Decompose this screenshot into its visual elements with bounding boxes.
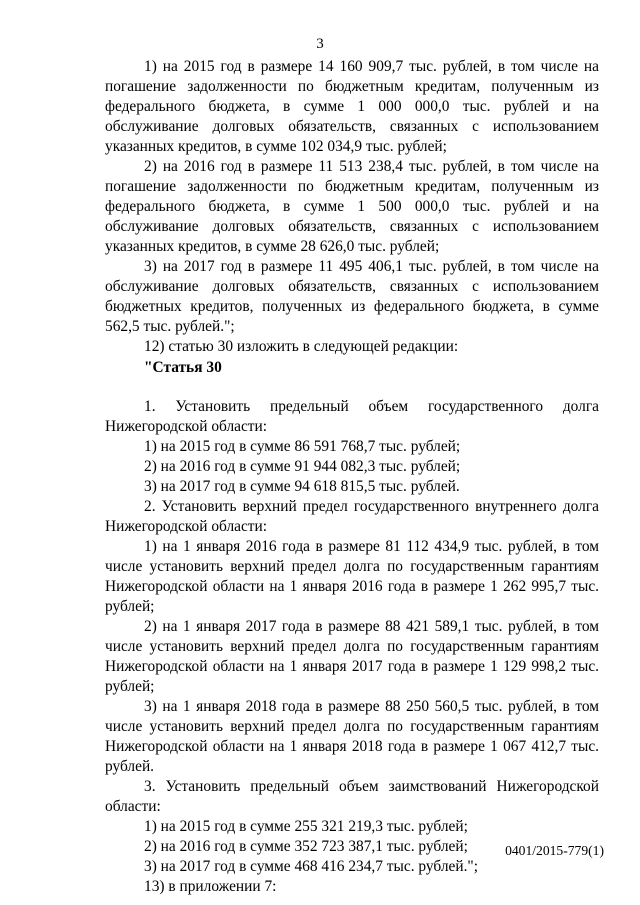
- paragraph-amendment-13: 13) в приложении 7:: [144, 878, 277, 895]
- article-clause-3: 3. Установить предельный объем заимствований Нижегородской области:: [105, 778, 599, 815]
- paragraph-2015-expenses: 1) на 2015 год в размере 14 160 909,7 тыс. рублей, в том числе на погашение задолженности по бюджетным кредитам, полученным из федерального бюджета, в сумме 1 000 000,0 тыс. рублей и на обслуживание долговых обязательств, связанных с использованием указанных кредитов, в сумме 102 034,9 тыс. рублей;: [105, 58, 599, 155]
- clause-2-item-1: 1) на 1 января 2016 года в размере 81 112 434,9 тыс. рублей, в том числе установить верхний предел долга по государственным гарантиям Нижегородской области на 1 января 2016 года в размере 1 262 995,7 тыс. рублей;: [105, 538, 599, 615]
- document-body: [105, 57, 599, 897]
- page-number: 3: [316, 36, 324, 52]
- paragraph-2017-expenses: 3) на 2017 год в размере 11 495 406,1 тыс. рублей, в том числе на обслуживание долговых обязательств, связанных с использованием бюджетных кредитов, полученных из федерального бюджета, в сумме 562,5 тыс. рублей.";: [105, 258, 599, 335]
- clause-1-item-2: 2) на 2016 год в сумме 91 944 082,3 тыс. рублей;: [144, 458, 461, 475]
- paragraph-amendment-12: 12) статью 30 изложить в следующей редакции:: [144, 338, 459, 355]
- document-code: 0401/2015-779(1): [505, 843, 604, 858]
- article-heading: "Статья 30: [144, 359, 222, 376]
- article-clause-2: 2. Установить верхний предел государственного внутреннего долга Нижегородской области:: [105, 498, 599, 535]
- clause-2-item-2: 2) на 1 января 2017 года в размере 88 421 589,1 тыс. рублей, в том числе установить верхний предел долга по государственным гарантиям Нижегородской области на 1 января 2017 года в размере 1 129 998,2 тыс. рублей;: [105, 618, 599, 695]
- paragraph-2016-expenses: 2) на 2016 год в размере 11 513 238,4 тыс. рублей, в том числе на погашение задолженности по бюджетным кредитам, полученным из федерального бюджета, в сумме 1 500 000,0 тыс. рублей и на обслуживание долговых обязательств, связанных с использованием указанных кредитов, в сумме 28 626,0 тыс. рублей;: [105, 158, 599, 255]
- clause-3-item-2: 2) на 2016 год в сумме 352 723 387,1 тыс. рублей;: [144, 838, 468, 855]
- clause-1-item-1: 1) на 2015 год в сумме 86 591 768,7 тыс. рублей;: [144, 438, 461, 455]
- clause-3-item-3: 3) на 2017 год в сумме 468 416 234,7 тыс. рублей.";: [144, 858, 478, 875]
- clause-3-item-1: 1) на 2015 год в сумме 255 321 219,3 тыс. рублей;: [144, 818, 468, 835]
- article-clause-1: 1. Установить предельный объем государственного долга Нижегородской области:: [105, 398, 599, 435]
- clause-2-item-3: 3) на 1 января 2018 года в размере 88 250 560,5 тыс. рублей, в том числе установить верхний предел долга по государственным гарантиям Нижегородской области на 1 января 2018 года в размере 1 067 412,7 тыс. рублей.: [105, 698, 599, 775]
- clause-1-item-3: 3) на 2017 год в сумме 94 618 815,5 тыс. рублей.: [144, 478, 460, 495]
